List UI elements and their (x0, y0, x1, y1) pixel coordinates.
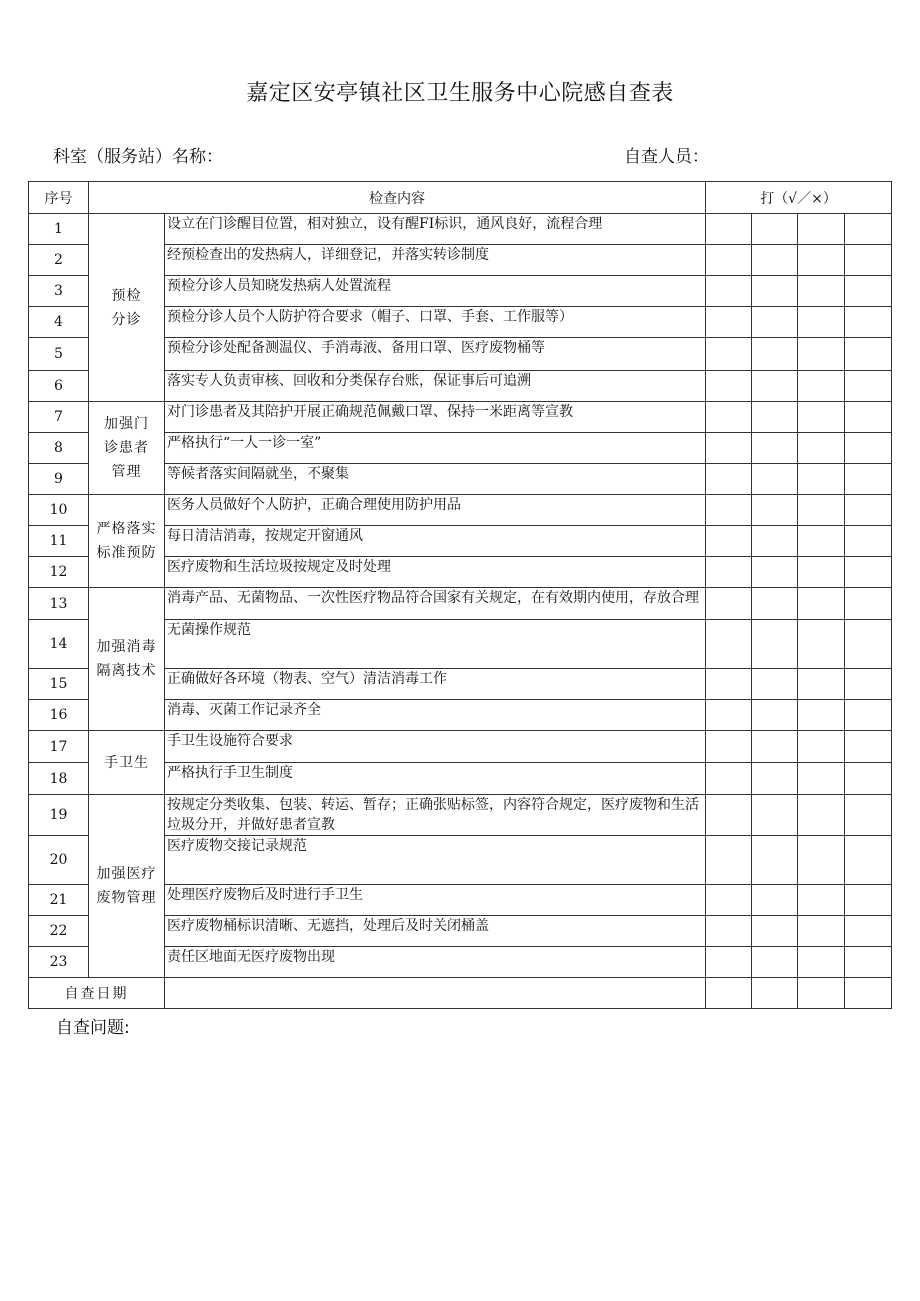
check-mark-cell[interactable] (845, 276, 892, 307)
check-mark-cell[interactable] (752, 588, 798, 620)
check-item-text: 按规定分类收集、包装、转运、暂存；正确张贴标签，内容符合规定，医疗废物和生活垃圾分开，并做好患者宣教 (167, 797, 699, 833)
check-mark-cell[interactable] (706, 916, 752, 947)
category-label: 严格落实 标准预防 (96, 521, 157, 561)
check-item (165, 916, 706, 947)
row-number: 5 (29, 338, 89, 371)
check-mark-cell[interactable] (798, 947, 845, 978)
check-mark-cell[interactable] (798, 526, 845, 557)
row-number: 20 (29, 836, 89, 885)
check-mark-cell[interactable] (752, 245, 798, 276)
category-cell (89, 402, 165, 495)
check-mark-cell[interactable] (752, 916, 798, 947)
check-mark-cell[interactable] (706, 307, 752, 338)
inspection-table (28, 181, 892, 1009)
check-item (165, 276, 706, 307)
check-mark-cell[interactable] (706, 371, 752, 402)
check-mark-cell[interactable] (845, 836, 892, 885)
check-item (165, 214, 706, 245)
check-item-text: 等候者落实间隔就坐，不聚集 (167, 466, 349, 482)
check-mark-cell[interactable] (845, 371, 892, 402)
check-mark-cell[interactable] (798, 402, 845, 433)
row-number: 14 (29, 620, 89, 669)
check-item (165, 433, 706, 464)
check-mark-cell[interactable] (798, 276, 845, 307)
check-mark-cell[interactable] (798, 836, 845, 885)
check-item (165, 245, 706, 276)
check-mark-cell[interactable] (845, 947, 892, 978)
check-item (165, 402, 706, 433)
category-cell (89, 214, 165, 402)
check-mark-cell[interactable] (798, 464, 845, 495)
date-mark-cell[interactable] (845, 978, 892, 1009)
check-mark-cell[interactable] (845, 731, 892, 763)
check-item (165, 731, 706, 763)
row-number: 9 (29, 464, 89, 495)
check-mark-cell[interactable] (752, 402, 798, 433)
check-item-text: 经预检查出的发热病人，详细登记，并落实转诊制度 (167, 247, 489, 263)
row-number: 4 (29, 307, 89, 338)
table-row (29, 731, 892, 763)
check-item (165, 588, 706, 620)
row-number: 16 (29, 700, 89, 731)
check-item-text: 预检分诊人员知晓发热病人处置流程 (167, 278, 391, 294)
check-mark-cell[interactable] (798, 338, 845, 371)
check-item-text: 医务人员做好个人防护，正确合理使用防护用品 (167, 497, 461, 513)
check-item-text: 预检分诊处配备测温仪、手消毒液、备用口罩、医疗废物桶等 (167, 340, 545, 356)
check-item (165, 700, 706, 731)
check-mark-cell[interactable] (798, 245, 845, 276)
check-mark-cell[interactable] (752, 338, 798, 371)
header-content: 检查内容 (89, 182, 706, 214)
check-mark-cell[interactable] (752, 557, 798, 588)
table-row (29, 495, 892, 526)
check-mark-cell[interactable] (752, 947, 798, 978)
check-mark-cell[interactable] (845, 464, 892, 495)
category-label: 加强门 诊患者 管理 (104, 416, 149, 480)
check-item-text: 无菌操作规范 (167, 622, 251, 638)
check-item (165, 836, 706, 885)
check-mark-cell[interactable] (798, 557, 845, 588)
check-mark-cell[interactable] (845, 433, 892, 464)
row-number: 22 (29, 916, 89, 947)
row-number: 2 (29, 245, 89, 276)
check-item-text: 设立在门诊醒目位置，相对独立，设有醒FI标识，通风良好，流程合理 (167, 216, 603, 232)
check-mark-cell[interactable] (845, 307, 892, 338)
category-label: 手卫生 (104, 754, 149, 771)
check-item-text: 消毒产品、无菌物品、一次性医疗物品符合国家有关规定，在有效期内使用，存放合理 (167, 590, 699, 606)
check-mark-cell[interactable] (845, 557, 892, 588)
check-item-text: 消毒、灭菌工作记录齐全 (167, 702, 321, 718)
check-mark-cell[interactable] (798, 620, 845, 669)
category-label: 加强医疗 废物管理 (96, 866, 157, 906)
check-mark-cell[interactable] (798, 669, 845, 700)
check-mark-cell[interactable] (706, 338, 752, 371)
check-mark-cell[interactable] (752, 214, 798, 245)
row-number: 6 (29, 371, 89, 402)
category-cell (89, 731, 165, 795)
date-value-cell[interactable] (165, 978, 706, 1009)
check-item (165, 763, 706, 795)
check-item (165, 464, 706, 495)
inspector-label: 自查人员： (624, 147, 709, 167)
header-num: 序号 (29, 182, 89, 214)
check-item (165, 371, 706, 402)
check-mark-cell[interactable] (706, 526, 752, 557)
check-mark-cell[interactable] (752, 276, 798, 307)
check-item (165, 947, 706, 978)
row-number: 15 (29, 669, 89, 700)
date-row (29, 978, 892, 1009)
check-item-text: 预检分诊人员个人防护符合要求（帽子、口罩、手套、工作服等） (167, 309, 573, 325)
row-number: 3 (29, 276, 89, 307)
header-mark: 打（√／×） (706, 182, 892, 214)
issues-label: 自查问题: (56, 1018, 130, 1038)
check-item-text: 医疗废物桶标识清晰、无遮挡，处理后及时关闭桶盖 (167, 918, 489, 934)
check-mark-cell[interactable] (845, 526, 892, 557)
check-item (165, 669, 706, 700)
check-mark-cell[interactable] (752, 836, 798, 885)
check-mark-cell[interactable] (752, 763, 798, 795)
check-mark-cell[interactable] (706, 731, 752, 763)
check-mark-cell[interactable] (752, 620, 798, 669)
check-mark-cell[interactable] (845, 885, 892, 916)
date-label: 自查日期 (29, 978, 165, 1009)
table-row (29, 588, 892, 620)
check-item (165, 795, 706, 836)
check-item-text: 医疗废物和生活垃圾按规定及时处理 (167, 559, 391, 575)
check-mark-cell[interactable] (752, 669, 798, 700)
check-mark-cell[interactable] (798, 731, 845, 763)
category-label: 预检 分诊 (111, 287, 142, 328)
check-item (165, 338, 706, 371)
check-mark-cell[interactable] (706, 433, 752, 464)
check-item-text: 每日清洁消毒，按规定开窗通风 (167, 528, 363, 544)
check-item (165, 495, 706, 526)
check-mark-cell[interactable] (706, 620, 752, 669)
check-mark-cell[interactable] (845, 795, 892, 836)
check-mark-cell[interactable] (845, 338, 892, 371)
row-number: 8 (29, 433, 89, 464)
row-number: 23 (29, 947, 89, 978)
row-number: 18 (29, 763, 89, 795)
check-mark-cell[interactable] (798, 495, 845, 526)
table-body (29, 214, 892, 1009)
check-mark-cell[interactable] (798, 588, 845, 620)
table-row (29, 795, 892, 836)
check-mark-cell[interactable] (845, 495, 892, 526)
check-mark-cell[interactable] (706, 763, 752, 795)
row-number: 1 (29, 214, 89, 245)
table-header-row (29, 182, 892, 214)
check-mark-cell[interactable] (706, 214, 752, 245)
check-mark-cell[interactable] (798, 700, 845, 731)
check-mark-cell[interactable] (752, 464, 798, 495)
category-cell (89, 495, 165, 588)
check-mark-cell[interactable] (845, 700, 892, 731)
check-mark-cell[interactable] (845, 588, 892, 620)
check-mark-cell[interactable] (752, 885, 798, 916)
department-label: 科室（服务站）名称： (53, 147, 223, 167)
check-item-text: 手卫生设施符合要求 (167, 733, 293, 749)
table-row (29, 402, 892, 433)
check-mark-cell[interactable] (706, 795, 752, 836)
check-mark-cell[interactable] (752, 526, 798, 557)
check-mark-cell[interactable] (706, 700, 752, 731)
table-row (29, 214, 892, 245)
check-mark-cell[interactable] (706, 836, 752, 885)
check-item-text: 正确做好各环境（物表、空气）清洁消毒工作 (167, 671, 447, 687)
check-mark-cell[interactable] (845, 402, 892, 433)
check-mark-cell[interactable] (706, 495, 752, 526)
date-mark-cell[interactable] (706, 978, 752, 1009)
page-title: 嘉定区安亭镇社区卫生服务中心院感自查表 (246, 81, 674, 106)
row-number: 19 (29, 795, 89, 836)
row-number: 17 (29, 731, 89, 763)
check-mark-cell[interactable] (752, 700, 798, 731)
check-mark-cell[interactable] (706, 245, 752, 276)
check-mark-cell[interactable] (752, 371, 798, 402)
check-item (165, 557, 706, 588)
row-number: 13 (29, 588, 89, 620)
check-mark-cell[interactable] (706, 947, 752, 978)
category-label: 加强消毒 隔离技术 (96, 639, 157, 679)
check-item (165, 885, 706, 916)
row-number: 10 (29, 495, 89, 526)
check-item-text: 严格执行手卫生制度 (167, 765, 293, 781)
check-mark-cell[interactable] (798, 795, 845, 836)
check-mark-cell[interactable] (845, 245, 892, 276)
check-mark-cell[interactable] (706, 669, 752, 700)
check-item-text: 落实专人负责审核、回收和分类保存台账，保证事后可追溯 (167, 373, 531, 389)
check-mark-cell[interactable] (845, 916, 892, 947)
check-mark-cell[interactable] (752, 495, 798, 526)
row-number: 7 (29, 402, 89, 433)
check-mark-cell[interactable] (798, 885, 845, 916)
check-item (165, 526, 706, 557)
check-mark-cell[interactable] (752, 795, 798, 836)
check-mark-cell[interactable] (752, 307, 798, 338)
check-mark-cell[interactable] (706, 885, 752, 916)
check-mark-cell[interactable] (706, 402, 752, 433)
check-mark-cell[interactable] (845, 214, 892, 245)
check-mark-cell[interactable] (845, 763, 892, 795)
check-mark-cell[interactable] (845, 620, 892, 669)
date-mark-cell[interactable] (752, 978, 798, 1009)
check-mark-cell[interactable] (706, 464, 752, 495)
check-mark-cell[interactable] (798, 763, 845, 795)
check-item (165, 307, 706, 338)
category-cell (89, 795, 165, 978)
check-mark-cell[interactable] (845, 669, 892, 700)
check-item-text: 对门诊患者及其陪护开展正确规范佩戴口罩、保持一米距离等宣教 (167, 404, 573, 420)
row-number: 12 (29, 557, 89, 588)
date-mark-cell[interactable] (798, 978, 845, 1009)
check-mark-cell[interactable] (798, 916, 845, 947)
check-mark-cell[interactable] (752, 433, 798, 464)
check-item-text: 医疗废物交接记录规范 (167, 838, 307, 854)
check-mark-cell[interactable] (798, 433, 845, 464)
row-number: 21 (29, 885, 89, 916)
check-item-text: 严格执行“一人一诊一室” (167, 435, 322, 451)
row-number: 11 (29, 526, 89, 557)
check-mark-cell[interactable] (706, 557, 752, 588)
category-cell (89, 588, 165, 731)
check-mark-cell[interactable] (752, 731, 798, 763)
check-item-text: 责任区地面无医疗废物出现 (167, 949, 335, 965)
check-mark-cell[interactable] (798, 307, 845, 338)
check-mark-cell[interactable] (798, 214, 845, 245)
check-mark-cell[interactable] (798, 371, 845, 402)
check-item-text: 处理医疗废物后及时进行手卫生 (167, 887, 363, 903)
check-mark-cell[interactable] (706, 276, 752, 307)
check-mark-cell[interactable] (706, 588, 752, 620)
check-item (165, 620, 706, 669)
